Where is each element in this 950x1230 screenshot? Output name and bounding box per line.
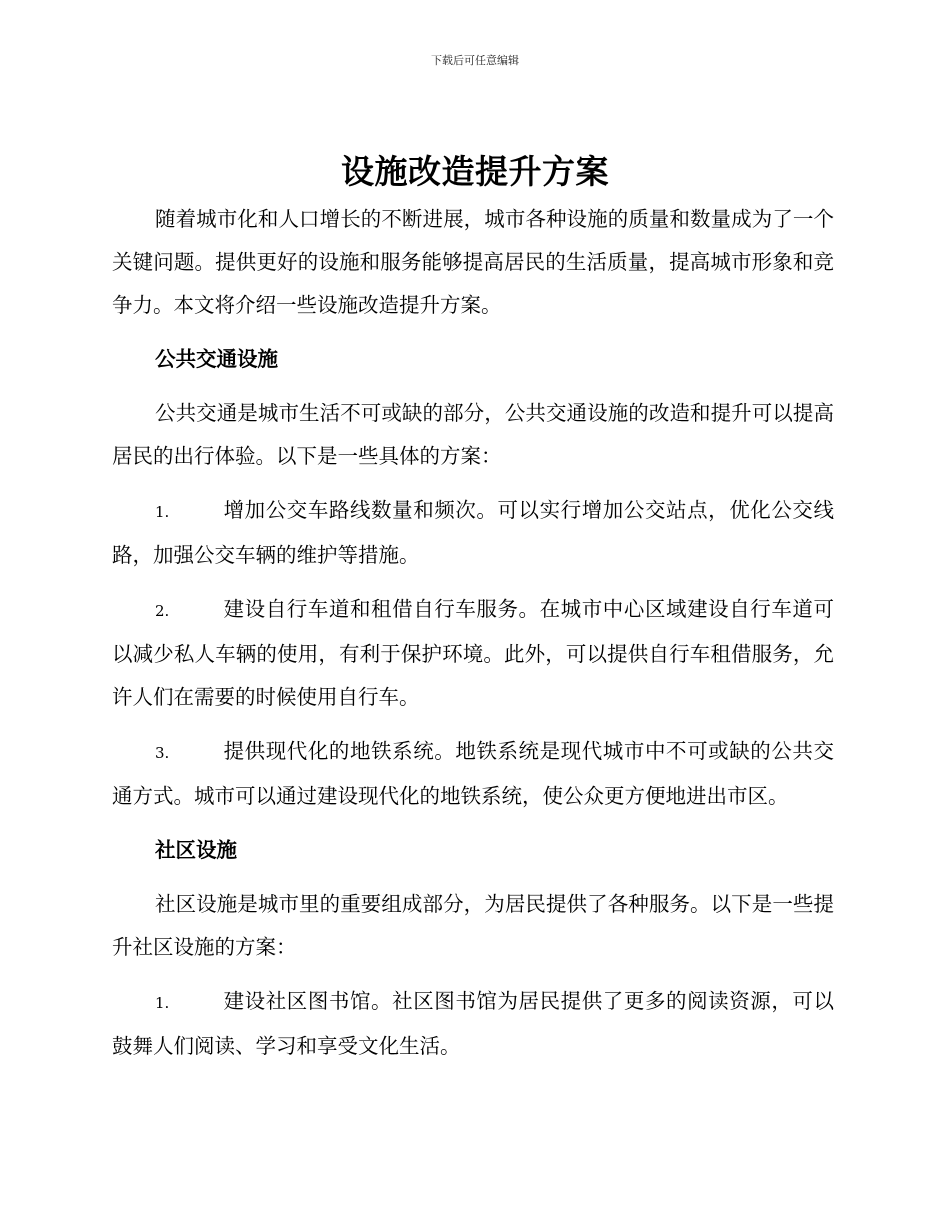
spacer [112, 577, 834, 588]
list-item-text: 建设社区图书馆。社区图书馆为居民提供了更多的阅读资源，可以鼓舞人们阅读、学习和享受文化生活。 [112, 989, 834, 1058]
spacer [112, 872, 834, 883]
spacer [112, 719, 834, 730]
list-item-number: 1. [155, 503, 170, 521]
list-item-number: 2. [155, 602, 170, 620]
section-lead-public-transport: 公共交通是城市生活不可或缺的部分，公共交通设施的改造和提升可以提高居民的出行体验。以下是一些具体的方案： [112, 401, 834, 468]
list-item-number: 1. [155, 994, 170, 1012]
spacer [112, 327, 834, 338]
section-lead-community: 社区设施是城市里的重要组成部分，为居民提供了各种服务。以下是一些提升社区设施的方案： [112, 892, 834, 959]
section-heading-public-transport: 公共交通设施 [155, 347, 278, 371]
header-note: 下载后可任意编辑 [431, 54, 519, 67]
spacer [112, 818, 834, 829]
spacer [112, 381, 834, 392]
list-item-number: 3. [155, 744, 170, 762]
list-item [112, 588, 834, 719]
intro-paragraph: 随着城市化和人口增长的不断进展，城市各种设施的质量和数量成为了一个关键问题。提供更好的设施和服务能够提高居民的生活质量，提高城市形象和竞争力。本文将介绍一些设施改造提升方案。 [112, 207, 834, 317]
list-item-text: 提供现代化的地铁系统。地铁系统是现代城市中不可或缺的公共交通方式。城市可以通过建设现代化的地铁系统，使公众更方便地进出市区。 [112, 739, 834, 808]
list-item-text: 建设自行车道和租借自行车服务。在城市中心区域建设自行车道可以减少私人车辆的使用，有利于保护环境。此外，可以提供自行车租借服务，允许人们在需要的时候使用自行车。 [112, 597, 834, 709]
document-title: 设施改造提升方案 [341, 152, 609, 191]
list-item [112, 489, 834, 577]
list-item [112, 730, 834, 818]
spacer [112, 969, 834, 980]
list-item [112, 980, 834, 1068]
document-body [112, 198, 834, 1068]
section-heading-community: 社区设施 [155, 838, 237, 862]
spacer [112, 478, 834, 489]
list-item-text: 增加公交车路线数量和频次。可以实行增加公交站点，优化公交线路，加强公交车辆的维护等措施。 [112, 498, 834, 567]
